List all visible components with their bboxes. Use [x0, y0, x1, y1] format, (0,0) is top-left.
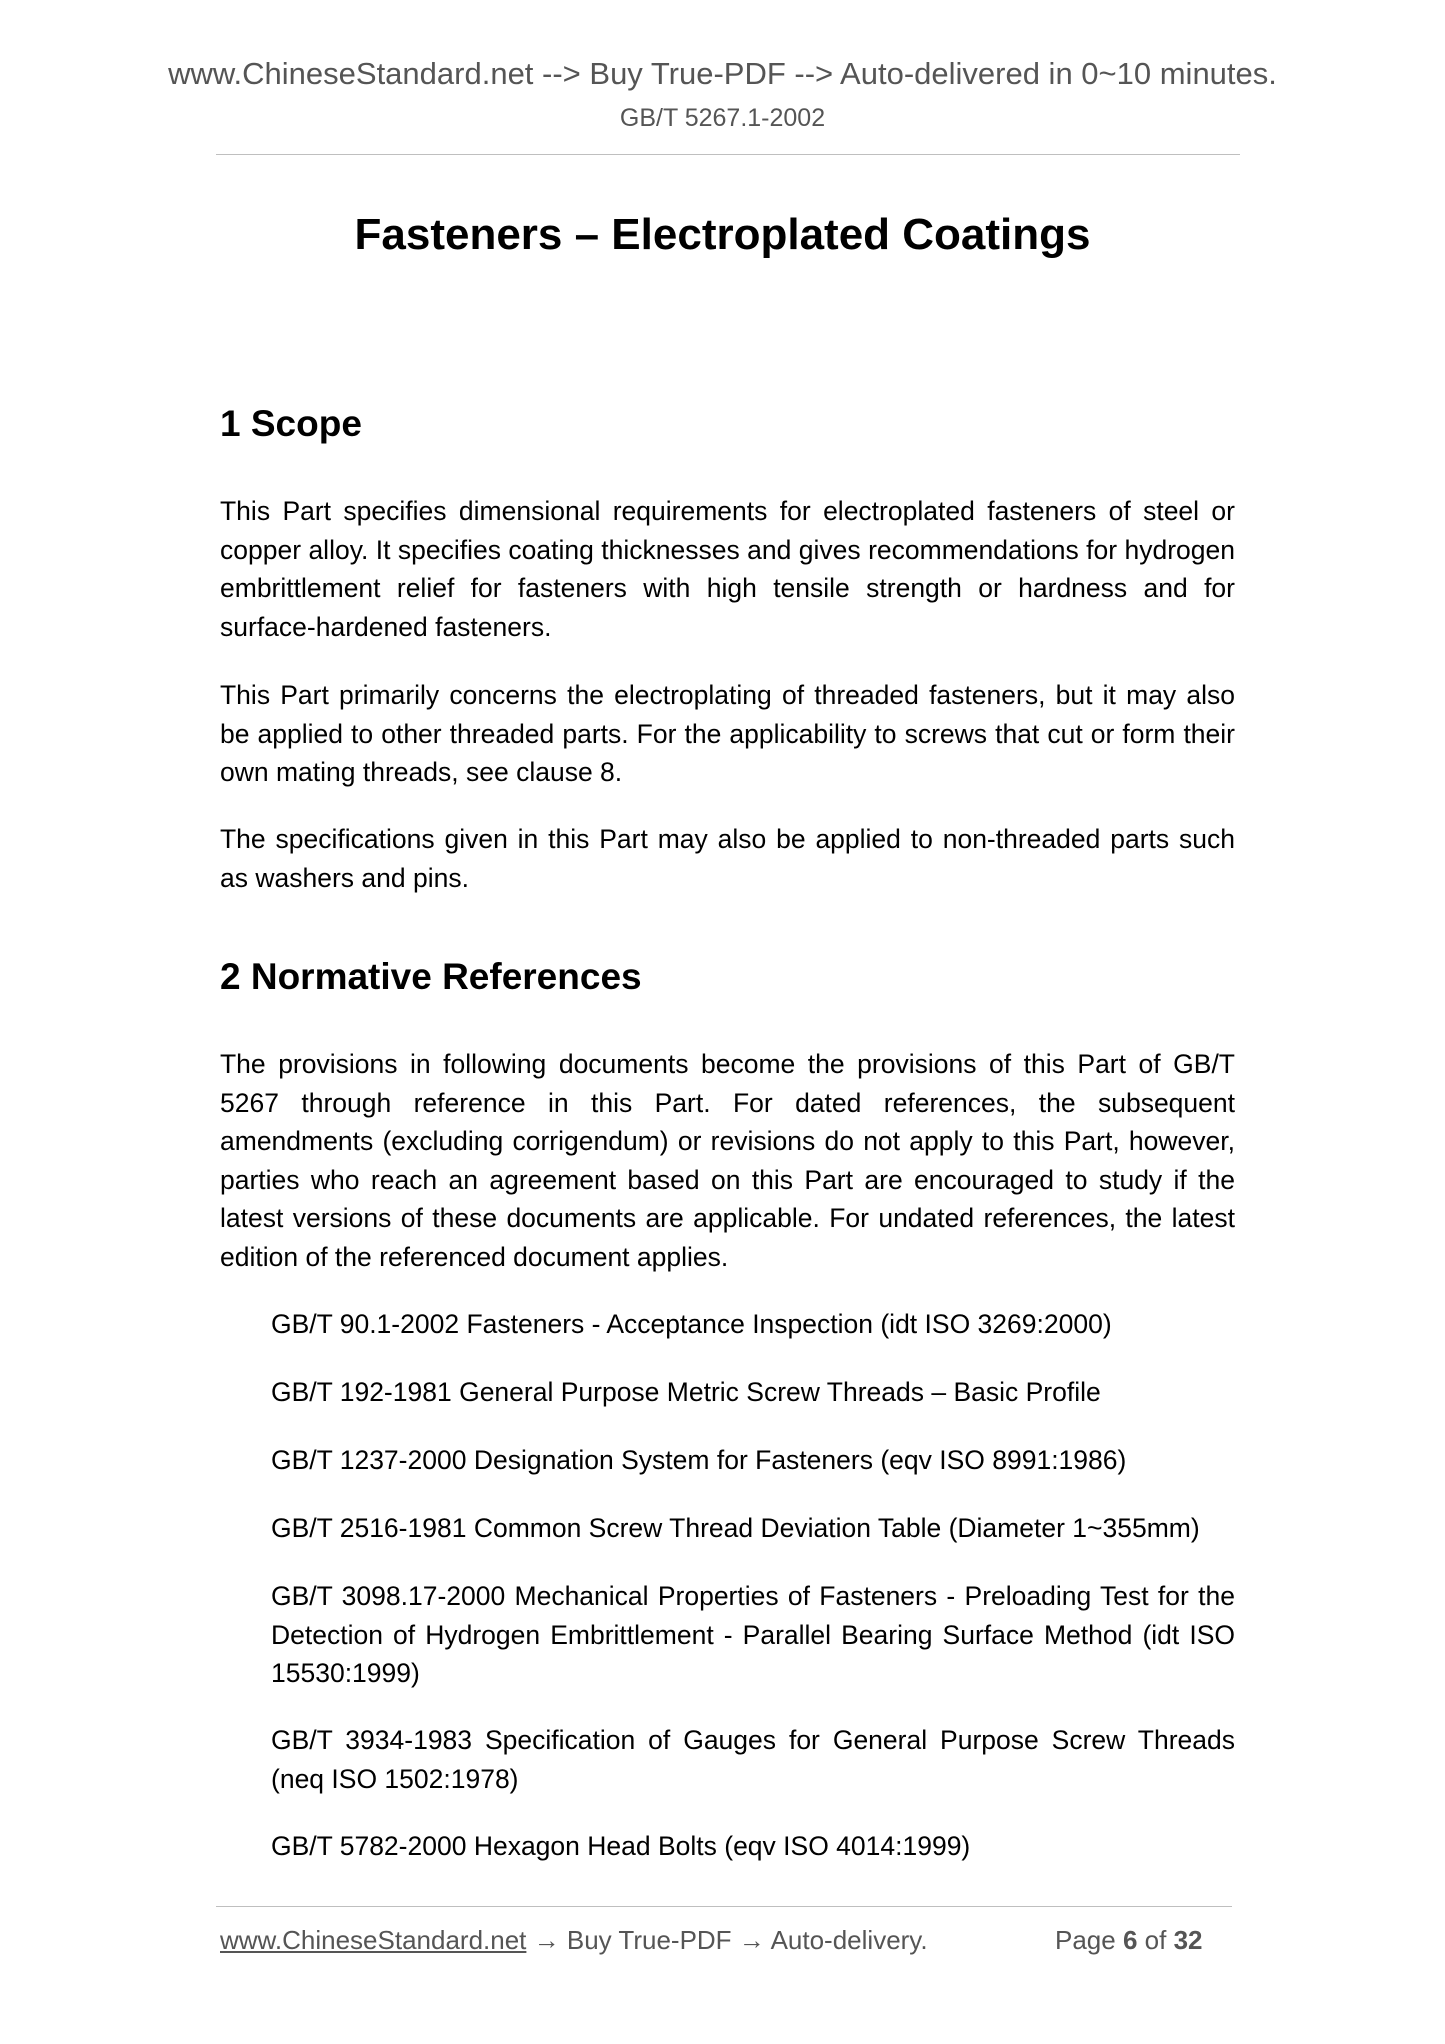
document-title: Fasteners – Electroplated Coatings — [354, 210, 1091, 259]
reference-item: GB/T 3934-1983 Specification of Gauges for General Purpose Screw Threads (neq ISO 1502:1978) — [271, 1725, 1235, 1794]
reference-item: GB/T 3098.17-2000 Mechanical Properties of Fasteners - Preloading Test for the Detection of Hydrogen Embrittlement - Parallel Bearing Surface Method (idt ISO 15530:1999) — [271, 1581, 1235, 1688]
footer-site-link[interactable]: www.ChineseStandard.net — [220, 1925, 527, 1955]
of-label: of — [1144, 1925, 1167, 1955]
footer-trail-text: → Buy True-PDF → Auto-delivery. — [526, 1925, 928, 1955]
footer-divider — [216, 1906, 1232, 1907]
section-2-heading: 2 Normative References — [220, 956, 642, 997]
reference-item: GB/T 90.1-2002 Fasteners - Acceptance Inspection (idt ISO 3269:2000) — [271, 1309, 1112, 1339]
scope-paragraph-1: This Part specifies dimensional requirements for electroplated fasteners of steel or copper alloy. It specifies coating thicknesses and gives recommendations for hydrogen embrittlement relief for fasteners with high tensile strength or hardness and for surface-hardened fasteners. — [220, 496, 1235, 642]
reference-item: GB/T 1237-2000 Designation System for Fasteners (eqv ISO 8991:1986) — [271, 1445, 1127, 1475]
scope-paragraph-3: The specifications given in this Part may also be applied to non-threaded parts such as washers and pins. — [220, 824, 1235, 893]
reference-item: GB/T 192-1981 General Purpose Metric Screw Threads – Basic Profile — [271, 1377, 1101, 1407]
page-indicator — [1055, 1925, 1203, 1956]
references-intro-paragraph: The provisions in following documents become the provisions of this Part of GB/T 5267 through reference in this Part. For dated references, the subsequent amendments (excluding corrigendum) or revisions do not apply to this Part, however, parties who reach an agreement based on this Part are encouraged to study if the latest versions of these documents are applicable. For undated references, the latest edition of the referenced document applies. — [220, 1049, 1235, 1272]
header-banner: www.ChineseStandard.net --> Buy True-PDF --> Auto-delivered in 0~10 minutes. — [168, 56, 1277, 91]
header-divider — [216, 154, 1240, 155]
footer-links — [220, 1925, 928, 1956]
page-label: Page — [1055, 1925, 1116, 1955]
section-1-heading: 1 Scope — [220, 403, 362, 444]
scope-paragraph-2: This Part primarily concerns the electroplating of threaded fasteners, but it may also be applied to other threaded parts. For the applicability to screws that cut or form their own mating threads, see clause 8. — [220, 680, 1235, 787]
reference-item: GB/T 5782-2000 Hexagon Head Bolts (eqv ISO 4014:1999) — [271, 1831, 971, 1861]
page-number: 6 — [1122, 1925, 1138, 1955]
reference-item: GB/T 2516-1981 Common Screw Thread Deviation Table (Diameter 1~355mm) — [271, 1513, 1200, 1543]
total-pages: 32 — [1173, 1925, 1203, 1955]
header-standard-number: GB/T 5267.1-2002 — [619, 104, 826, 132]
